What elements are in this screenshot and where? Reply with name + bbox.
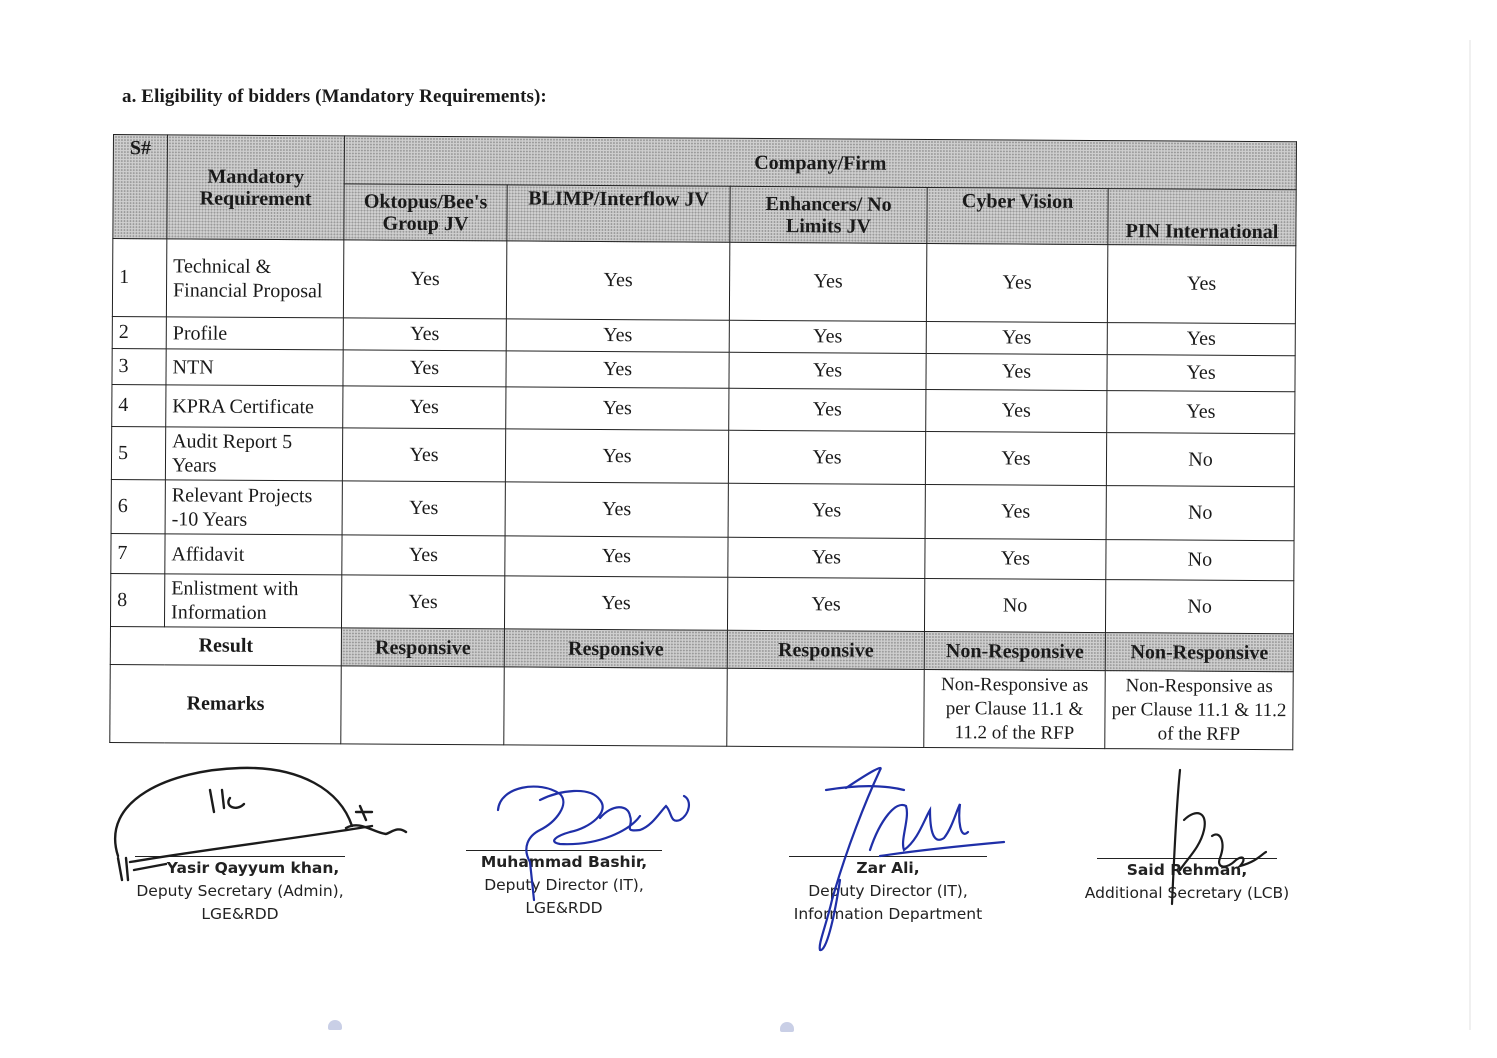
signatory-org: Information Department — [793, 905, 983, 923]
signatory-3 — [770, 856, 1006, 926]
row-number: 6 — [111, 479, 165, 533]
requirement-cell: Profile — [166, 317, 343, 350]
table-row — [110, 573, 1293, 633]
value-cell: Yes — [926, 353, 1107, 390]
value-cell: No — [1105, 580, 1293, 634]
signatory-2 — [446, 850, 682, 920]
value-cell: Yes — [343, 318, 506, 351]
value-cell: Yes — [342, 428, 505, 482]
signatory-title: Deputy Director (IT), — [484, 876, 644, 894]
table-row — [111, 479, 1294, 540]
value-cell: Yes — [728, 537, 925, 578]
table-row — [112, 239, 1296, 324]
value-cell: Yes — [343, 386, 506, 429]
value-cell: Yes — [504, 576, 727, 630]
value-cell: Yes — [505, 482, 728, 537]
signatory-title: Additional Secretary (LCB) — [1084, 884, 1290, 902]
eligibility-table — [109, 134, 1297, 750]
value-cell: Yes — [729, 388, 926, 431]
value-cell: Yes — [727, 577, 924, 631]
value-cell: Yes — [728, 483, 925, 538]
signatory-title: Deputy Director (IT), — [808, 882, 968, 900]
result-cell: Responsive — [341, 628, 504, 667]
row-number: 8 — [110, 573, 164, 626]
signatory-name: Zar Ali, — [856, 859, 920, 877]
remark-cell — [341, 666, 504, 745]
value-cell: Yes — [342, 481, 505, 536]
value-cell: Yes — [343, 240, 506, 319]
signatory-name: Yasir Qayyum khan, — [166, 859, 340, 877]
remark-cell: Non-Responsive as per Clause 11.1 & 11.2 of the RFP — [924, 669, 1105, 748]
value-cell: Yes — [925, 431, 1106, 485]
value-cell: No — [1106, 486, 1294, 541]
signatory-4 — [1072, 858, 1302, 905]
value-cell: Yes — [925, 484, 1106, 539]
value-cell: Yes — [341, 575, 504, 629]
firm-header: Cyber Vision — [927, 187, 1108, 244]
row-number: 5 — [111, 426, 165, 479]
row-number: 1 — [112, 239, 166, 317]
remark-cell — [727, 668, 924, 747]
signatory-org: LGE&RDD — [525, 899, 603, 917]
value-cell: Yes — [729, 320, 926, 353]
section-heading: a. Eligibility of bidders (Mandatory Requirements): — [122, 86, 547, 107]
row-number: 2 — [112, 316, 166, 348]
requirement-cell: Relevant Projects -10 Years — [165, 480, 342, 535]
firm-header: Oktopus/Bee's Group JV — [344, 184, 507, 241]
table-row — [112, 384, 1295, 433]
value-cell: Yes — [925, 538, 1106, 579]
value-cell: Yes — [505, 429, 728, 483]
requirement-cell: Affidavit — [165, 534, 342, 575]
value-cell: Yes — [1107, 323, 1295, 356]
result-cell: Responsive — [504, 629, 727, 668]
scan-edge — [1469, 40, 1471, 1030]
signatory-title: Deputy Secretary (Admin), — [136, 882, 344, 900]
signatory-1 — [112, 856, 368, 926]
scan-mark — [780, 1022, 794, 1032]
requirement-cell: NTN — [166, 349, 343, 386]
value-cell: Yes — [1107, 355, 1295, 392]
value-cell: No — [1106, 540, 1294, 581]
value-cell: No — [1106, 433, 1294, 487]
value-cell: Yes — [505, 536, 728, 577]
requirement-cell: Enlistment with Information — [164, 574, 341, 628]
firm-header: BLIMP/Interflow JV — [507, 185, 730, 242]
requirement-cell: Audit Report 5 Years — [165, 427, 342, 481]
value-cell: Yes — [729, 352, 926, 389]
value-cell: Yes — [506, 319, 729, 352]
result-cell: Non-Responsive — [924, 631, 1105, 670]
header-sn: S# — [113, 135, 168, 239]
row-number: 3 — [112, 348, 166, 384]
value-cell: Yes — [729, 242, 926, 321]
value-cell: Yes — [1107, 245, 1296, 324]
row-number: 4 — [112, 384, 166, 426]
signatory-name: Said Rehman, — [1126, 861, 1248, 879]
remarks-row — [110, 664, 1294, 749]
remark-cell: Non-Responsive as per Clause 11.1 & 11.2 of the RFP — [1105, 671, 1294, 750]
value-cell: Yes — [342, 535, 505, 576]
result-label: Result — [110, 626, 341, 665]
result-cell: Non-Responsive — [1105, 633, 1293, 672]
value-cell: Yes — [1107, 391, 1295, 434]
signatory-name: Muhammad Bashir, — [480, 853, 648, 871]
header-requirement: Mandatory Requirement — [167, 135, 345, 240]
row-number: 7 — [111, 533, 165, 573]
value-cell: Yes — [926, 243, 1107, 322]
value-cell: No — [924, 578, 1105, 632]
table-row — [111, 426, 1294, 486]
remarks-label: Remarks — [110, 664, 341, 743]
scan-mark — [328, 1020, 342, 1030]
requirement-cell: KPRA Certificate — [166, 385, 343, 428]
remark-cell — [504, 667, 727, 746]
value-cell: Yes — [728, 430, 925, 484]
value-cell: Yes — [926, 389, 1107, 432]
value-cell: Yes — [343, 350, 506, 387]
value-cell: Yes — [506, 351, 729, 388]
value-cell: Yes — [926, 321, 1107, 354]
result-cell: Responsive — [727, 630, 924, 669]
value-cell: Yes — [506, 241, 729, 320]
header-company-firm: Company/Firm — [344, 136, 1296, 190]
signatory-org: LGE&RDD — [201, 905, 279, 923]
value-cell: Yes — [506, 387, 729, 430]
requirement-cell: Technical & Financial Proposal — [166, 239, 343, 318]
firm-header: Enhancers/ No Limits JV — [730, 186, 927, 243]
firm-header: PIN International — [1108, 189, 1296, 246]
